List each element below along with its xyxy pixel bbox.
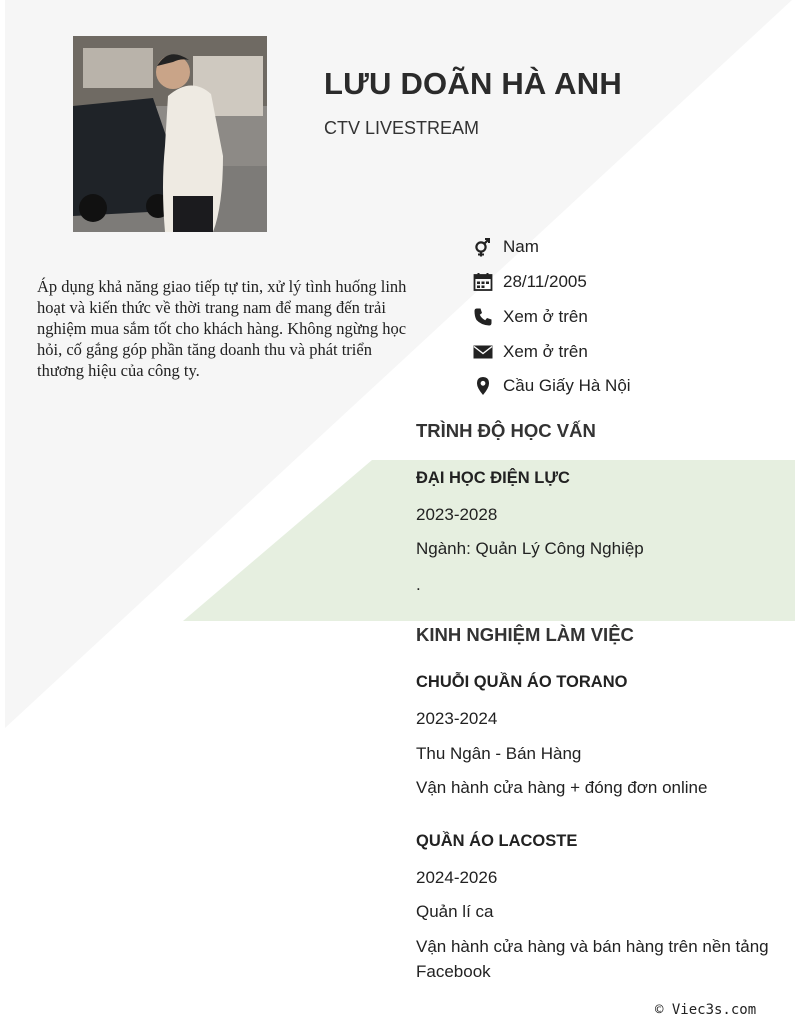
birthday-value: 28/11/2005 [503,272,587,292]
calendar-icon [472,271,494,293]
education-heading: TRÌNH ĐỘ HỌC VẤN [416,420,596,441]
footer-copyright: © Viec3s.com [655,1002,757,1018]
education-major: Ngành: Quản Lý Công Nghiệp [416,539,644,558]
candidate-name: LƯU DOÃN HÀ ANH [324,66,622,101]
contact-gender [472,230,792,265]
career-summary: Áp dụng khả năng giao tiếp tự tin, xử lý tình huống linh hoạt và kiến thức về thời trang nam để mang đến trải nghiệm mua sắm tốt cho khách hàng. Không ngừng học hỏi, cố gắng góp phần tăng doanh thu và phát triển thương hiệu của công ty. [37,277,407,380]
location-icon [472,375,494,397]
job-description: Vận hành cửa hàng và bán hàng trên nền tảng Facebook [416,937,769,981]
contact-email [472,334,792,369]
education-note: . [416,575,421,594]
address-value: Cầu Giấy Hà Nội [503,376,631,396]
education-period: 2023-2028 [416,505,498,524]
job-description: Vận hành cửa hàng + đóng đơn online [416,778,708,797]
job-company: QUẦN ÁO LACOSTE [416,832,578,850]
job-title: CTV LIVESTREAM [324,118,480,138]
contact-address [472,369,792,404]
contact-info [472,230,792,404]
job-company: CHUỖI QUẦN ÁO TORANO [416,673,628,691]
experience-heading: KINH NGHIỆM LÀM VIỆC [416,624,634,645]
gender-value: Nam [503,237,539,257]
email-value: Xem ở trên [503,341,588,361]
contact-birthday [472,265,792,300]
job-position: Thu Ngân - Bán Hàng [416,744,582,763]
job-period: 2024-2026 [416,868,498,887]
contact-phone [472,300,792,335]
job-position: Quản lí ca [416,902,494,921]
education-school: ĐẠI HỌC ĐIỆN LỰC [416,469,570,487]
phone-icon [472,306,494,328]
email-icon [472,341,494,363]
gender-icon [472,236,494,258]
phone-value: Xem ở trên [503,306,588,326]
job-period: 2023-2024 [416,709,498,728]
profile-photo [73,36,267,232]
